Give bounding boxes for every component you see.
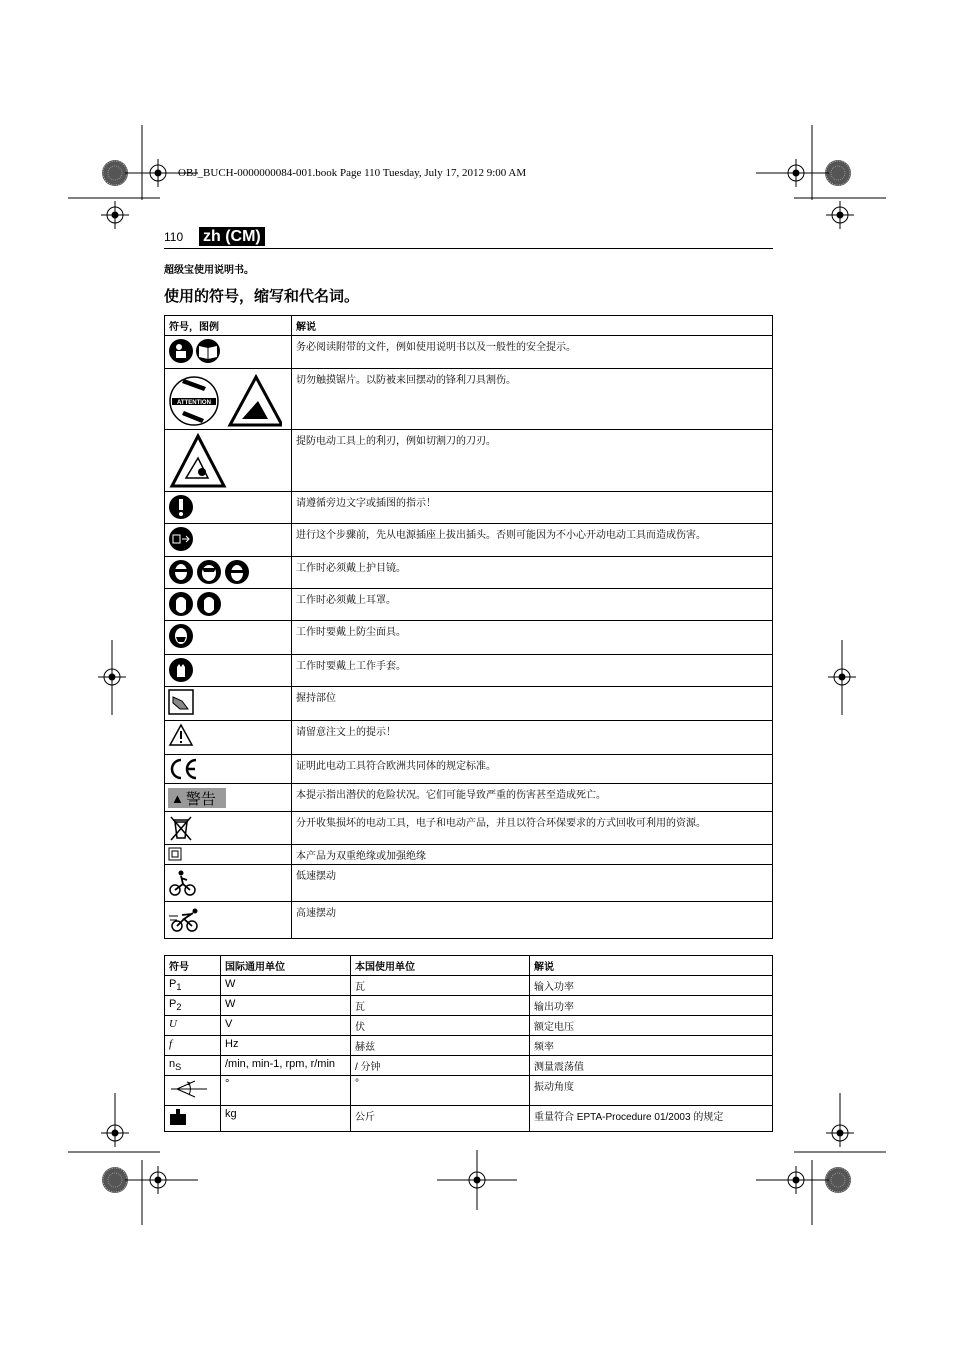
symbol-sub: 1 — [176, 982, 182, 993]
table-row — [165, 976, 773, 996]
row-text: 本产品为双重绝缘或加强绝缘 — [292, 845, 773, 865]
table-row — [165, 721, 773, 755]
dust-mask-icon — [168, 623, 194, 649]
local-unit: / 分钟 — [351, 1056, 530, 1076]
double-insulation-icon — [168, 847, 182, 861]
units-table — [164, 955, 773, 1132]
section-heading: 使用的符号，缩写和代名词。 — [164, 288, 360, 305]
fast-cyclist-icon — [168, 904, 202, 934]
intl-unit: kg — [221, 1106, 351, 1132]
explanation: 重量符合 EPTA-Procedure 01/2003 的规定 — [530, 1106, 773, 1132]
symbol-sub: S — [175, 1062, 182, 1073]
explanation: 额定电压 — [530, 1016, 773, 1036]
eye-protection-icon — [168, 559, 250, 585]
col-explanation: 解说 — [292, 316, 773, 336]
grip-area-icon — [168, 689, 194, 715]
warning-triangle-icon: ▲ — [171, 790, 184, 806]
table-row — [165, 687, 773, 721]
book-info: OBJ_BUCH-0000000084-001.book Page 110 Tuesday, July 17, 2012 9:00 AM — [178, 167, 527, 179]
table-row — [165, 996, 773, 1016]
local-unit: 瓦 — [351, 976, 530, 996]
row-text: 分开收集损坏的电动工具，电子和电动产品，并且以符合环保要求的方式回收可利用的资源。 — [292, 812, 773, 845]
intl-unit: /min, min-1, rpm, r/min — [221, 1056, 351, 1076]
intl-unit: Hz — [221, 1036, 351, 1056]
local-unit: 公斤 — [351, 1106, 530, 1132]
row-text: 请遵循旁边文字或插图的指示！ — [292, 492, 773, 524]
table-row — [165, 1016, 773, 1036]
row-text: 工作时要戴上防尘面具。 — [292, 621, 773, 655]
symbol: P — [169, 978, 177, 990]
local-unit: 瓦 — [351, 996, 530, 1016]
col-explanation: 解说 — [530, 956, 773, 976]
manual-subtitle: 超级宝使用说明书。 — [164, 265, 254, 276]
table-row — [165, 1106, 773, 1132]
table-row — [165, 557, 773, 589]
table-row — [165, 784, 773, 812]
intl-unit: V — [221, 1016, 351, 1036]
oscillation-angle-icon — [169, 1078, 209, 1100]
row-text: 务必阅读附带的文件，例如使用说明书以及一般性的安全提示。 — [292, 336, 773, 369]
symbol: U — [169, 1018, 177, 1030]
row-text: 进行这个步骤前，先从电源插座上拔出插头。否则可能因为不小心开动电动工具而造成伤害。 — [292, 524, 773, 557]
symbol: f — [169, 1038, 173, 1050]
table-row — [165, 430, 773, 492]
explanation: 振动角度 — [530, 1076, 773, 1106]
page-number: 110 — [164, 230, 184, 244]
table-row — [165, 336, 773, 369]
row-text: 握持部位 — [292, 687, 773, 721]
table-row — [165, 812, 773, 845]
table-row — [165, 865, 773, 902]
ce-mark-icon — [168, 757, 198, 781]
warning-triangle-icon — [168, 723, 194, 747]
table-row — [165, 845, 773, 865]
col-intl-unit: 国际通用单位 — [221, 956, 351, 976]
table-row — [165, 589, 773, 621]
warning-label-text: 警告 — [185, 790, 216, 808]
local-unit: 赫兹 — [351, 1036, 530, 1056]
table-row — [165, 369, 773, 430]
local-unit: 伏 — [351, 1016, 530, 1036]
intl-unit: ° — [221, 1076, 351, 1106]
row-text: 工作时必须戴上耳罩。 — [292, 589, 773, 621]
gloves-icon — [168, 657, 194, 683]
row-text: 本提示指出潜伏的危险状况。它们可能导致严重的伤害甚至造成死亡。 — [292, 784, 773, 812]
table-row — [165, 902, 773, 939]
symbols-table — [164, 315, 773, 939]
table-row — [165, 1076, 773, 1106]
sharp-blade-warning-icon — [168, 432, 228, 488]
col-symbol: 符号，图例 — [165, 316, 292, 336]
table-row — [165, 755, 773, 784]
col-local-unit: 本国使用单位 — [351, 956, 530, 976]
symbol: P — [169, 998, 177, 1010]
symbol: n — [169, 1058, 176, 1070]
col-symbol: 符号 — [165, 956, 221, 976]
table-row — [165, 655, 773, 687]
intl-unit: W — [221, 976, 351, 996]
row-text: 工作时必须戴上护目镜。 — [292, 557, 773, 589]
language-badge: zh (CM) — [199, 227, 265, 246]
table-row — [165, 492, 773, 524]
ear-protection-icon — [168, 591, 222, 617]
read-manual-icon — [168, 338, 220, 364]
row-text: 工作时要戴上工作手套。 — [292, 655, 773, 687]
explanation: 测量震荡值 — [530, 1056, 773, 1076]
explanation: 频率 — [530, 1036, 773, 1056]
weee-bin-icon — [168, 814, 194, 842]
warning-label-icon — [168, 788, 226, 808]
table-row — [165, 621, 773, 655]
slow-cyclist-icon — [168, 867, 198, 897]
table-row — [165, 1056, 773, 1076]
symbol-sub: 2 — [176, 1002, 182, 1013]
table-row — [165, 1036, 773, 1056]
svg-text:ATTENTION: ATTENTION — [177, 400, 211, 406]
attention-blade-icon — [168, 371, 282, 427]
row-text: 证明此电动工具符合欧洲共同体的规定标准。 — [292, 755, 773, 784]
table-row — [165, 524, 773, 557]
weight-icon — [169, 1108, 187, 1126]
unplug-icon — [168, 526, 194, 552]
row-text: 切勿触摸锯片。以防被来回摆动的锋利刀具割伤。 — [292, 369, 773, 430]
row-text: 高速摆动 — [292, 902, 773, 939]
intl-unit: W — [221, 996, 351, 1016]
page-header — [164, 227, 773, 249]
row-text: 低速摆动 — [292, 865, 773, 902]
exclamation-icon — [168, 494, 194, 520]
row-text: 提防电动工具上的利刃，例如切割刀的刀刃。 — [292, 430, 773, 492]
explanation: 输出功率 — [530, 996, 773, 1016]
local-unit: ° — [351, 1076, 530, 1106]
row-text: 请留意注文上的提示！ — [292, 721, 773, 755]
explanation: 输入功率 — [530, 976, 773, 996]
